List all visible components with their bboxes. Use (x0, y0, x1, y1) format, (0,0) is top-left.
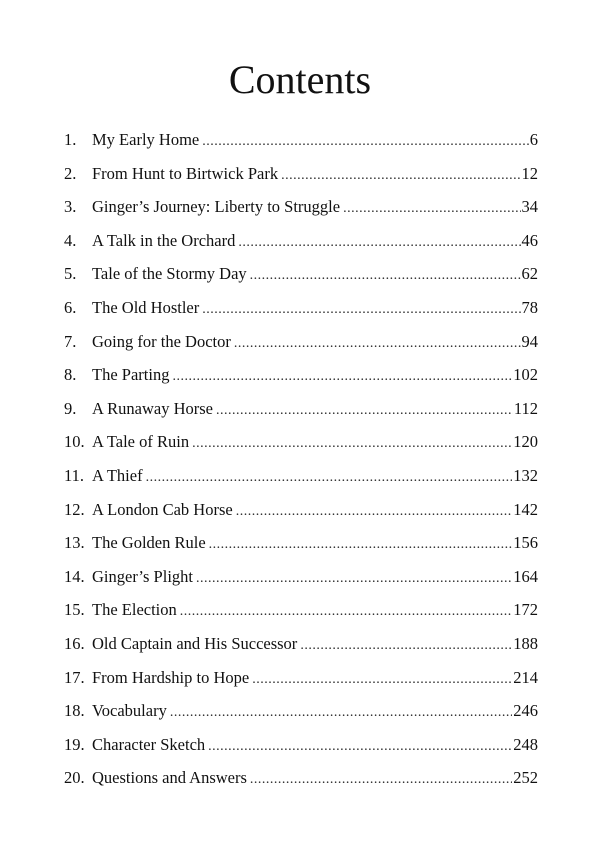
toc-entry-page: 172 (513, 600, 538, 620)
toc-entry-title[interactable]: A London Cab Horse (92, 499, 233, 519)
toc-entry-title[interactable]: Old Captain and His Successor (92, 633, 298, 653)
toc-entry-number: 15. (64, 600, 85, 620)
toc-entry-title[interactable]: A Talk in the Orchard (92, 230, 236, 250)
toc-entry[interactable] (64, 761, 538, 795)
toc-entry-number: 7. (64, 331, 77, 351)
toc-dot-leader (192, 427, 512, 461)
toc-entry-number: 17. (64, 667, 85, 687)
toc-entry-title[interactable]: Going for the Doctor (92, 331, 231, 351)
toc-entry-page: 120 (513, 432, 538, 452)
toc-entry-title[interactable]: The Golden Rule (92, 533, 206, 553)
toc-entry-number: 8. (64, 365, 77, 385)
toc-entry[interactable] (64, 493, 538, 527)
toc-entry-number: 11. (64, 465, 85, 485)
toc-entry-page: 248 (513, 734, 538, 754)
toc-dot-leader (250, 259, 521, 293)
toc-entry[interactable] (64, 291, 538, 325)
toc-entry-title[interactable]: My Early Home (92, 130, 200, 149)
toc-entry-title[interactable]: A Runaway Horse (92, 398, 213, 418)
toc-entry-title[interactable]: Ginger’s Journey: Liberty to Struggle (92, 197, 341, 217)
toc-dot-leader (209, 528, 513, 562)
toc-entry[interactable] (64, 694, 538, 728)
toc-entry[interactable] (64, 224, 538, 258)
toc-entry-page: 6 (529, 130, 538, 149)
toc-entry-page: 252 (513, 768, 538, 788)
toc-entry-page: 132 (513, 465, 538, 485)
toc-dot-leader (208, 730, 512, 764)
toc-entry-page: 214 (513, 667, 538, 687)
toc-dot-leader (234, 327, 521, 361)
toc-entry-title[interactable]: Character Sketch (92, 734, 206, 754)
toc-dot-leader (146, 461, 513, 495)
toc-entry-page: 62 (521, 264, 538, 284)
toc-entry-title[interactable]: The Old Hostler (92, 297, 200, 317)
toc-entry-title[interactable]: A Thief (92, 465, 143, 485)
toc-entry[interactable] (64, 459, 538, 493)
toc-entry-title[interactable]: The Parting (92, 365, 170, 385)
toc-entry[interactable] (64, 358, 538, 392)
toc-entry-number: 2. (64, 163, 77, 183)
toc-dot-leader (180, 595, 512, 629)
toc-entry-number: 4. (64, 230, 77, 250)
toc-entry-title[interactable]: Ginger’s Plight (92, 566, 193, 586)
toc-entry-number: 5. (64, 264, 77, 284)
toc-dot-leader (252, 663, 512, 697)
toc-dot-leader (202, 293, 520, 327)
toc-dot-leader (250, 763, 512, 797)
toc-entry[interactable] (64, 728, 538, 762)
toc-entry-title[interactable]: Vocabulary (92, 701, 167, 721)
toc-entry-page: 78 (521, 297, 538, 317)
toc-entry[interactable] (64, 526, 538, 560)
toc-entry-number: 13. (64, 533, 85, 553)
toc-entry-page: 102 (513, 365, 538, 385)
toc-entry-title[interactable]: A Tale of Ruin (92, 432, 190, 452)
toc-entry[interactable] (64, 123, 538, 157)
toc-dot-leader (238, 226, 520, 260)
toc-dot-leader (172, 360, 512, 394)
toc-entry-number: 16. (64, 633, 85, 653)
toc-entry-number: 10. (64, 432, 85, 452)
table-of-contents (64, 123, 538, 795)
toc-entry-number: 9. (64, 398, 77, 418)
toc-entry[interactable] (64, 257, 538, 291)
toc-dot-leader (281, 159, 520, 193)
toc-entry-number: 14. (64, 566, 85, 586)
toc-entry[interactable] (64, 392, 538, 426)
toc-entry-page: 112 (513, 398, 538, 418)
toc-entry-number: 1. (64, 130, 77, 149)
toc-entry[interactable] (64, 425, 538, 459)
toc-entry-number: 19. (64, 734, 85, 754)
toc-entry-number: 20. (64, 768, 85, 788)
toc-entry-title[interactable]: The Election (92, 600, 177, 620)
toc-entry-number: 12. (64, 499, 85, 519)
toc-entry-page: 46 (521, 230, 538, 250)
toc-entry-page: 156 (513, 533, 538, 553)
toc-entry[interactable] (64, 157, 538, 191)
toc-entry-page: 12 (521, 163, 538, 183)
page-title: Contents (228, 57, 372, 102)
toc-entry-title[interactable]: From Hardship to Hope (92, 667, 250, 687)
toc-entry-number: 3. (64, 197, 77, 217)
toc-entry-title[interactable]: Questions and Answers (92, 768, 247, 788)
toc-entry[interactable] (64, 560, 538, 594)
toc-entry-number: 6. (64, 297, 77, 317)
toc-entry[interactable] (64, 661, 538, 695)
toc-entry[interactable] (64, 627, 538, 661)
toc-dot-leader (343, 192, 520, 226)
toc-entry[interactable] (64, 325, 538, 359)
toc-entry-page: 34 (521, 197, 538, 217)
toc-entry[interactable] (64, 190, 538, 224)
toc-entry-page: 246 (513, 701, 538, 721)
toc-entry-page: 164 (513, 566, 538, 586)
toc-dot-leader (216, 394, 513, 428)
toc-dot-leader (300, 629, 512, 663)
toc-dot-leader (236, 495, 513, 529)
toc-entry-page: 94 (521, 331, 538, 351)
toc-dot-leader (196, 562, 512, 596)
toc-entry-page: 188 (513, 633, 538, 653)
toc-entry-number: 18. (64, 701, 85, 721)
toc-dot-leader (170, 696, 512, 730)
toc-entry-title[interactable]: From Hunt to Birtwick Park (92, 163, 279, 183)
toc-dot-leader (202, 125, 529, 159)
toc-entry-title[interactable]: Tale of the Stormy Day (92, 264, 247, 284)
toc-entry-page: 142 (513, 499, 538, 519)
toc-entry[interactable] (64, 593, 538, 627)
